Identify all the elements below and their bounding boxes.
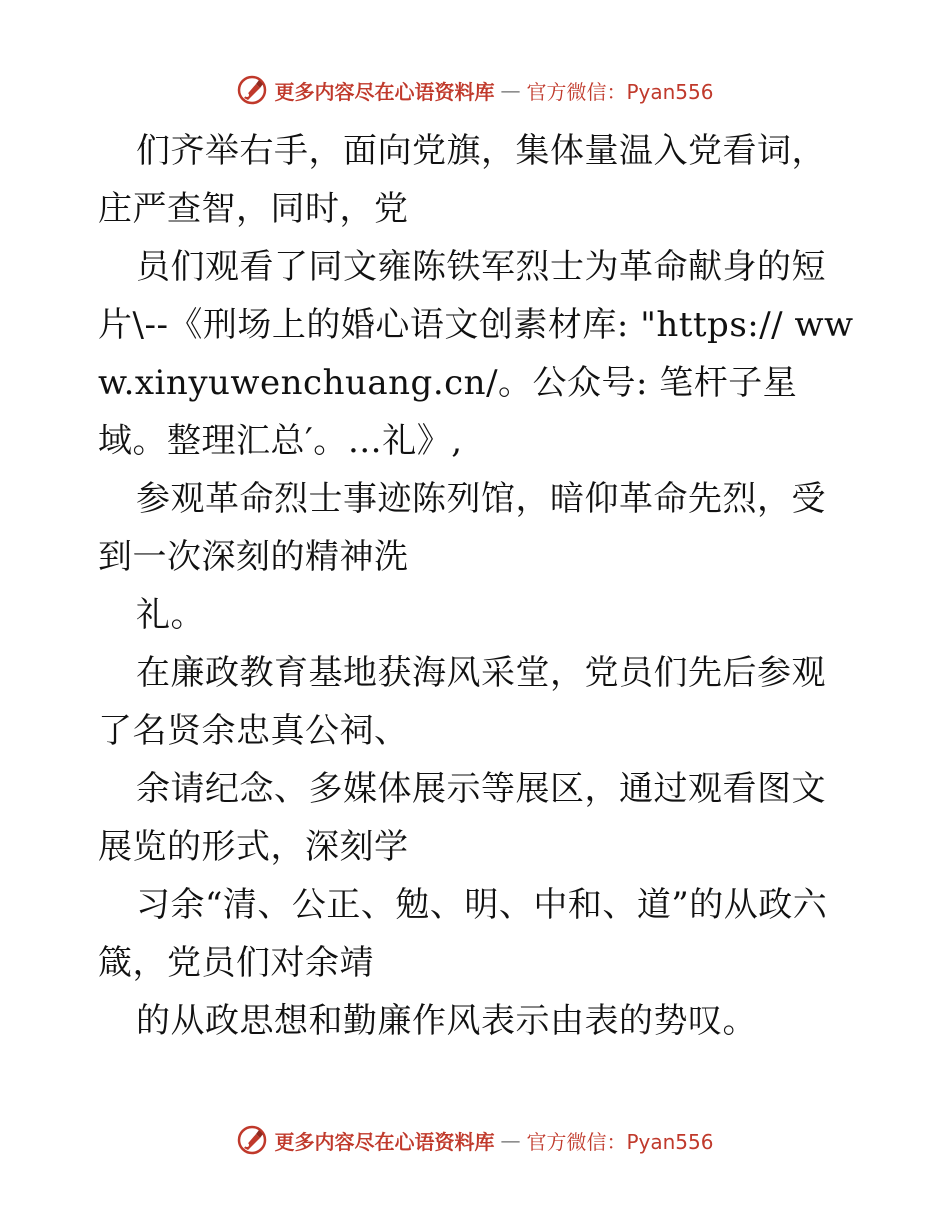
pen-circle-logo-icon [236,74,268,106]
paragraph-4: 礼。 [136,595,205,635]
footer-wechat-text: 官方微信：Pyan556 [526,1129,714,1154]
header-separator: — [500,78,521,102]
pen-circle-logo-icon [236,1124,268,1156]
header-brand-text: 更多内容尽在心语资料库 [274,79,495,104]
paragraph-3: 参观革命烈士事迹陈列馆，暗仰革命先烈，受到一次深刻的精神洗 [98,479,826,577]
document-body [98,122,858,1050]
header-banner [0,70,950,110]
footer-separator: — [500,1128,521,1152]
paragraph-7: 习余“清、公正、勉、明、中和、道”的从政六箴，党员们对余靖 [98,885,828,983]
paragraph-1: 们齐举右手，面向党旗，集体量温入党看词，庄严查智，同时，党 [98,131,826,229]
paragraph-2: 员们观看了同文雍陈铁军烈士为革命献身的短片\--《刑场上的婚心语文创素材库: "https:// www.xinyuwenchuang.cn/。公众号: 笔杆子星域。整理汇总′。…礼》, [98,247,854,461]
footer-brand-text: 更多内容尽在心语资料库 [274,1129,495,1154]
paragraph-6: 余请纪念、多媒体展示等展区，通过观看图文展览的形式，深刻学 [98,769,826,867]
header-wechat-text: 官方微信：Pyan556 [526,79,714,104]
paragraph-8: 的从政思想和勤廉作风表示由表的势叹。 [136,1001,757,1041]
paragraph-5: 在廉政教育基地获海风采堂，党员们先后参观了名贤余忠真公祠、 [98,653,826,751]
footer-banner [0,1120,950,1160]
